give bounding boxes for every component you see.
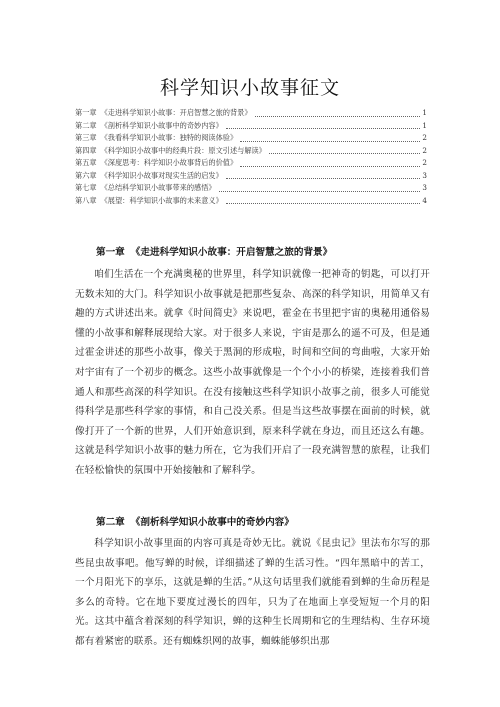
toc-chapter-title: 《科学知识小故事对现实生活的启发》 (100, 170, 223, 180)
toc-leader-dots (269, 153, 421, 154)
toc-page-number: 4 (422, 195, 427, 205)
toc-chapter-label: 第六章 (75, 170, 97, 180)
toc-leader-dots (226, 128, 421, 129)
toc-chapter-title: 《深度思考：科学知识小故事背后的价值》 (100, 158, 238, 167)
toc-chapter-title: 《走进科学知识小故事：开启智慧之旅的背景》 (100, 108, 252, 117)
toc-chapter-title: 《我看科学知识小故事：独特的阅读体验》 (100, 133, 238, 142)
toc-page-number: 2 (422, 158, 427, 167)
toc-leader-dots (240, 166, 420, 167)
toc-chapter-title: 《总结科学知识小故事带来的感悟》 (100, 183, 216, 192)
toc-page-number: 3 (422, 170, 427, 180)
toc-entry[interactable] (75, 107, 427, 120)
toc-entry[interactable] (75, 120, 427, 133)
toc-leader-dots (226, 178, 421, 179)
toc-chapter-title: 《科学知识小故事中的经典片段：原文引述与解读》 (100, 145, 266, 155)
toc-chapter-label: 第二章 (75, 120, 97, 130)
toc-leader-dots (226, 203, 421, 204)
section-title: 《走进科学知识小故事：开启智慧之旅的背景》 (130, 247, 333, 258)
toc-page-number: 3 (422, 183, 427, 192)
section-heading (96, 514, 294, 528)
table-of-contents (75, 107, 427, 207)
toc-chapter-label: 第一章 (75, 108, 97, 117)
toc-chapter-title: 《展望：科学知识小故事的未来意义》 (100, 195, 223, 205)
toc-page-number: 1 (422, 108, 427, 117)
toc-entry[interactable] (75, 170, 427, 183)
toc-chapter-label: 第四章 (75, 145, 97, 155)
toc-leader-dots (219, 191, 421, 192)
section-chapter-label: 第二章 (96, 517, 125, 528)
toc-chapter-label: 第七章 (75, 183, 97, 192)
toc-page-number: 2 (422, 133, 427, 142)
section-heading (96, 244, 332, 258)
toc-page-number: 1 (422, 120, 427, 130)
toc-entry[interactable] (75, 157, 427, 170)
toc-chapter-label: 第八章 (75, 195, 97, 205)
document-title: 科学知识小故事征文 (159, 77, 340, 99)
section-title: 《剖析科学知识小故事中的奇妙内容》 (130, 517, 294, 528)
toc-page-number: 2 (422, 145, 427, 155)
toc-entry[interactable] (75, 182, 427, 195)
toc-chapter-title: 《剖析科学知识小故事中的奇妙内容》 (100, 120, 223, 130)
toc-chapter-label: 第五章 (75, 158, 97, 167)
toc-leader-dots (255, 116, 421, 117)
section-paragraph: 科学知识小故事里面的内容可真是奇妙无比。就说《昆虫记》里法布尔写的那些昆虫故事吧。他写蝉的时候，详细描述了蝉的生活习性。“四年黑暗中的苦工，一个月阳光下的享乐，这就是蝉的生活。”从这句话里我们就能看到蝉的生命历程是多么的奇特。它在地下要度过漫长的四年，只为了在地面上享受短短一个月的阳光。这其中蕴含着深刻的科学知识，蝉的这种生长周期和它的生理结构、生存环境都有着紧密的联系。还有蜘蛛织网的故事，蜘蛛能够织出那 (75, 538, 430, 647)
toc-entry[interactable] (75, 132, 427, 145)
toc-leader-dots (240, 141, 420, 142)
toc-entry[interactable] (75, 145, 427, 158)
toc-entry[interactable] (75, 195, 427, 208)
toc-chapter-label: 第三章 (75, 133, 97, 142)
section-chapter-label: 第一章 (96, 247, 125, 258)
section-paragraph: 咱们生活在一个充满奥秘的世界里，科学知识就像一把神奇的钥匙，可以打开无数未知的大门。科学知识小故事就是把那些复杂、高深的科学知识，用简单又有趣的方式讲述出来。就拿《时间简史》来说吧，霍金在书里把宇宙的奥秘用通俗易懂的小故事和解释展现给大家。对于很多人来说，宇宙是那么的遥不可及，但是通过霍金讲述的那些小故事，像关于黑洞的形成啦，时间和空间的弯曲啦，大家开始对宇宙有了一个初步的概念。这些小故事就像是一个个小小的桥梁，连接着我们普通人和那些高深的科学知识。在没有接触这些科学知识小故事之前，很多人可能觉得科学是那些科学家的事情，和自己没关系。但是当这些故事摆在面前的时候，就像打开了一个新的世界，人们开始意识到，原来科学就在身边，而且还这么有趣。这就是科学知识小故事的魅力所在，它为我们开启了一段充满智慧的旅程，让我们在轻松愉快的氛围中开始接触和了解科学。 (75, 269, 430, 476)
